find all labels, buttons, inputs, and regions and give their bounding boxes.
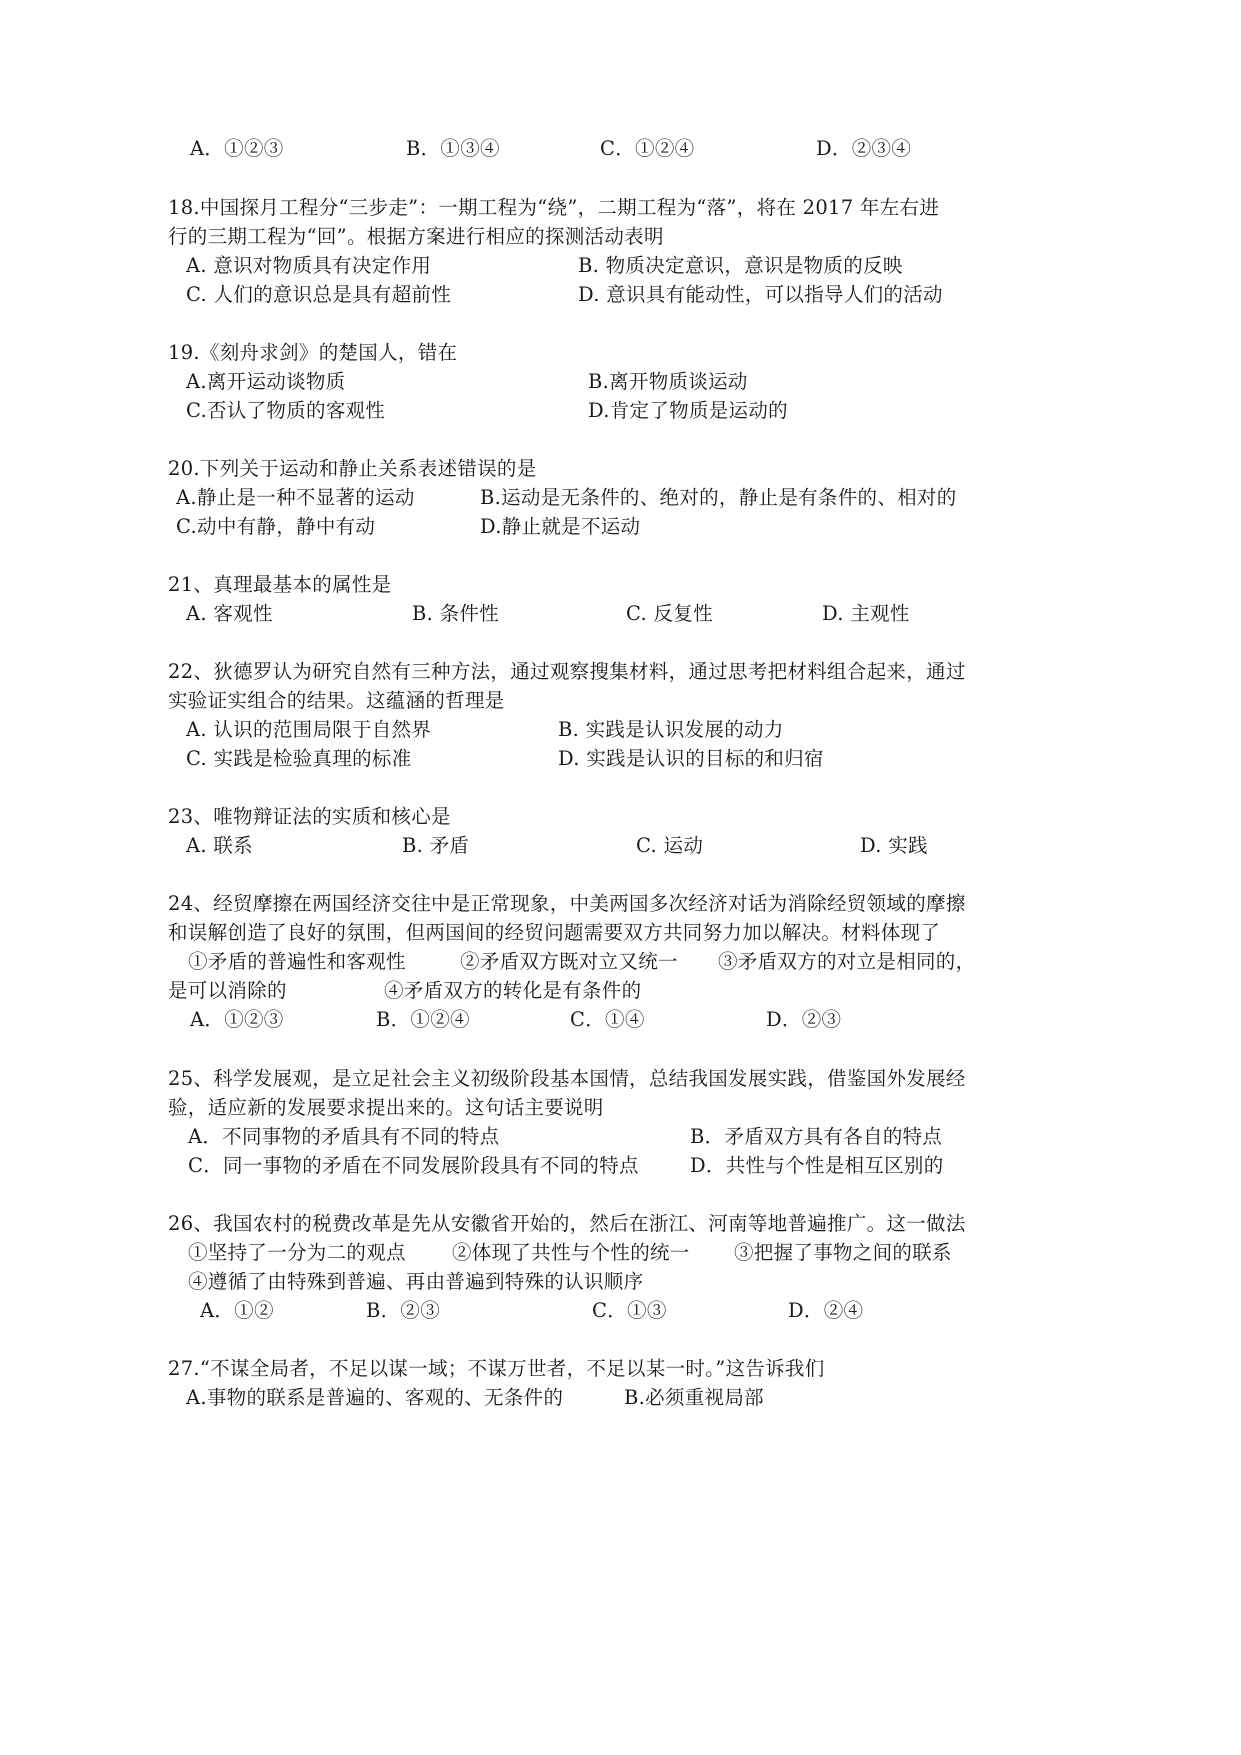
- q21-option-a: A. 客观性: [186, 602, 273, 625]
- q17-option-b: B．①③④: [406, 137, 500, 160]
- q24-stem-line1: 24、经贸摩擦在两国经济交往中是正常现象，中美两国多次经济对话为消除经贸领域的摩擦: [168, 892, 966, 915]
- q21-option-b: B. 条件性: [412, 602, 500, 625]
- q23-option-b: B. 矛盾: [402, 834, 470, 857]
- q22-stem-line2: 实验证实组合的结果。这蕴涵的哲理是: [168, 689, 505, 712]
- q25-option-a: A．不同事物的矛盾具有不同的特点: [188, 1125, 500, 1148]
- q24-item-4: ④矛盾双方的转化是有条件的: [384, 979, 642, 1002]
- q23-stem: 23、唯物辩证法的实质和核心是: [168, 805, 451, 828]
- q17-option-d: D．②③④: [816, 137, 912, 160]
- q19-option-a: A.离开运动谈物质: [186, 370, 346, 393]
- q26-item-3: ③把握了事物之间的联系: [734, 1241, 952, 1264]
- q20-option-a: A.静止是一种不显著的运动: [176, 486, 415, 509]
- q20-option-b: B.运动是无条件的、绝对的，静止是有条件的、相对的: [480, 486, 957, 509]
- q19-option-c: C.否认了物质的客观性: [186, 399, 386, 422]
- q24-option-b: B．①②④: [376, 1008, 470, 1031]
- q25-option-c: C．同一事物的矛盾在不同发展阶段具有不同的特点: [188, 1154, 639, 1177]
- q26-item-2: ②体现了共性与个性的统一: [452, 1241, 690, 1264]
- q25-option-d: D．共性与个性是相互区别的: [690, 1154, 944, 1177]
- q22-option-d: D. 实践是认识的目标的和归宿: [558, 747, 824, 770]
- q27-option-b: B.必须重视局部: [624, 1386, 764, 1409]
- q24-option-a: A．①②③: [190, 1008, 284, 1031]
- q25-option-b: B．矛盾双方具有各自的特点: [690, 1125, 943, 1148]
- q18-stem-line2: 行的三期工程为“回”。根据方案进行相应的探测活动表明: [168, 225, 664, 248]
- q24-item-3-cont: 是可以消除的: [168, 979, 287, 1002]
- q25-stem-line1: 25、科学发展观，是立足社会主义初级阶段基本国情，总结我国发展实践，借鉴国外发展经: [168, 1067, 966, 1090]
- q26-option-c: C．①③: [592, 1299, 667, 1322]
- q18-option-a: A. 意识对物质具有决定作用: [186, 254, 432, 277]
- q24-option-c: C．①④: [570, 1008, 645, 1031]
- q26-option-d: D．②④: [788, 1299, 864, 1322]
- q26-item-1: ①坚持了一分为二的观点: [188, 1241, 406, 1264]
- q24-stem-line2: 和误解创造了良好的氛围，但两国间的经贸问题需要双方共同努力加以解决。材料体现了: [168, 921, 941, 944]
- q22-stem-line1: 22、狄德罗认为研究自然有三种方法，通过观察搜集材料，通过思考把材料组合起来，通过: [168, 660, 966, 683]
- q18-stem-line1: 18.中国探月工程分“三步走”：一期工程为“绕”，二期工程为“落”，将在 2017 年左右进: [168, 196, 940, 219]
- q18-option-d: D. 意识具有能动性，可以指导人们的活动: [578, 283, 943, 306]
- q21-option-d: D. 主观性: [822, 602, 910, 625]
- q20-option-d: D.静止就是不运动: [480, 515, 641, 538]
- q24-item-1: ①矛盾的普遍性和客观性: [188, 950, 406, 973]
- q23-option-d: D. 实践: [860, 834, 928, 857]
- q19-stem: 19.《刻舟求剑》的楚国人，错在: [168, 341, 458, 364]
- q26-stem: 26、我国农村的税费改革是先从安徽省开始的，然后在浙江、河南等地普遍推广。这一做法: [168, 1212, 966, 1235]
- q23-option-a: A. 联系: [186, 834, 253, 857]
- q20-stem: 20.下列关于运动和静止关系表述错误的是: [168, 457, 537, 480]
- q26-item-4: ④遵循了由特殊到普遍、再由普遍到特殊的认识顺序: [188, 1270, 644, 1293]
- q23-option-c: C. 运动: [636, 834, 704, 857]
- q21-option-c: C. 反复性: [626, 602, 713, 625]
- q24-item-2: ②矛盾双方既对立又统一: [460, 950, 678, 973]
- q25-stem-line2: 验，适应新的发展要求提出来的。这句话主要说明: [168, 1096, 604, 1119]
- q20-option-c: C.动中有静，静中有动: [176, 515, 376, 538]
- q24-item-3: ③矛盾双方的对立是相同的，: [718, 950, 976, 973]
- q18-option-b: B. 物质决定意识，意识是物质的反映: [578, 254, 903, 277]
- q22-option-a: A. 认识的范围局限于自然界: [186, 718, 432, 741]
- q26-option-b: B．②③: [366, 1299, 441, 1322]
- q22-option-b: B. 实践是认识发展的动力: [558, 718, 784, 741]
- q17-option-c: C．①②④: [600, 137, 695, 160]
- q27-stem: 27.“不谋全局者，不足以谋一域；不谋万世者，不足以某一时。”这告诉我们: [168, 1357, 825, 1380]
- q22-option-c: C. 实践是检验真理的标准: [186, 747, 412, 770]
- q19-option-d: D.肯定了物质是运动的: [588, 399, 788, 422]
- q19-option-b: B.离开物质谈运动: [588, 370, 748, 393]
- q27-option-a: A.事物的联系是普遍的、客观的、无条件的: [186, 1386, 564, 1409]
- q21-stem: 21、真理最基本的属性是: [168, 573, 392, 596]
- q18-option-c: C. 人们的意识总是具有超前性: [186, 283, 452, 306]
- q24-option-d: D．②③: [766, 1008, 842, 1031]
- q26-option-a: A．①②: [200, 1299, 274, 1322]
- q17-option-a: A．①②③: [190, 137, 284, 160]
